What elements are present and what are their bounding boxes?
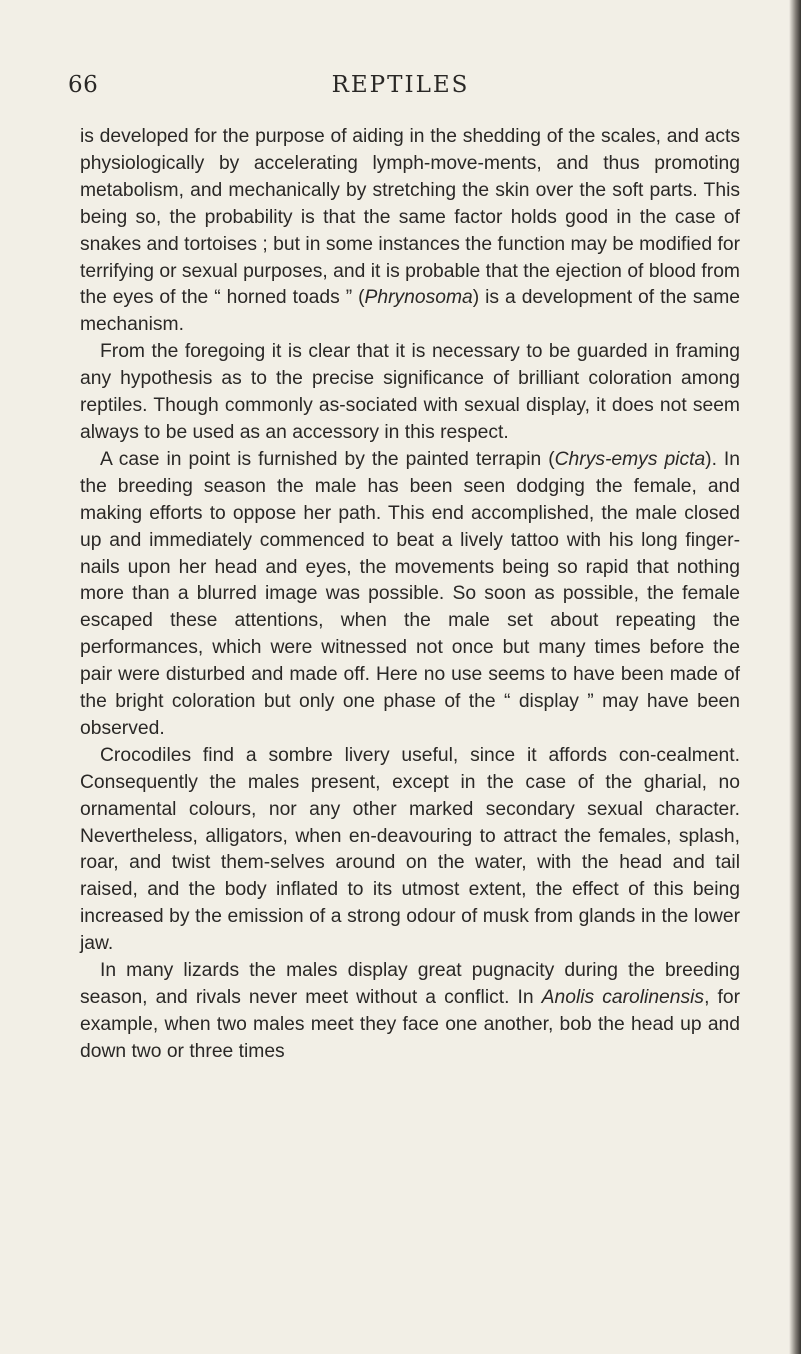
body-text <box>80 124 740 1066</box>
text-run: In many lizards the males display great pugnacity during the breeding season, and rivals never meet without a conflict. In <box>80 960 740 1008</box>
paragraph <box>80 447 740 743</box>
species-name: Phrynosoma <box>364 287 473 309</box>
running-head: REPTILES <box>331 72 470 98</box>
text-run: Crocodiles find a sombre livery useful, since it affords con-cealment. Consequently the males present, except in the case of the gharial, no ornamental colours, nor any other marked secondary sexual character. Nevertheless, alligators, when en-deavouring to attract the females, splash, roar, and twist them-selves around on the water, with the head and tail raised, and the body inflated to its utmost extent, the effect of this being increased by the emission of a strong odour of musk from glands in the lower jaw. <box>80 744 740 955</box>
text-run: From the foregoing it is clear that it is necessary to be guarded in framing any hypothesis as to the precise significance of brilliant coloration among reptiles. Though commonly as-sociated with sexual display, it does not seem always to be used as an accessory in this respect. <box>80 341 740 443</box>
paragraph <box>80 124 740 339</box>
text-run: A case in point is furnished by the painted terrapin ( <box>100 448 555 470</box>
text-run: ) is a development of the same mechanism. <box>80 287 740 336</box>
paragraph <box>80 339 740 447</box>
paragraph <box>80 958 740 1066</box>
paragraph <box>80 743 740 958</box>
species-name: Chrys-emys picta <box>554 448 706 470</box>
page-number: 66 <box>68 72 99 98</box>
text-run: , for example, when two males meet they face one another, bob the head up and down two or three times <box>80 987 741 1062</box>
species-name: Anolis carolinensis <box>541 987 705 1008</box>
text-run: ). In the breeding season the male has been seen dodging the female, and making efforts to oppose her path. This end accomplished, the male closed up and immediately commenced to beat a lively tattoo with his long finger-nails upon her head and eyes, the movements being so rapid that nothing more than a blurred image was possible. So soon as possible, the female escaped these attentions, when the male set about repeating the performances, which were witnessed not once but many times before the pair were disturbed and made off. Here no use seems to have been made of the bright coloration but only one phase of the “ display ” may have been observed. <box>80 448 741 739</box>
page-header <box>0 72 801 108</box>
text-run: is developed for the purpose of aiding in the shedding of the scales, and acts physiologically by accelerating lymph-move-ments, and thus promoting metabolism, and mechanically by stretching the skin over the soft parts. This being so, the probability is that the same factor holds good in the case of snakes and tortoises ; but in some instances the function may be modified for terrifying or sexual purposes, and it is probable that the ejection of blood from the eyes of the “ horned toads ” ( <box>80 126 740 309</box>
page-binding-shadow <box>789 0 801 1354</box>
